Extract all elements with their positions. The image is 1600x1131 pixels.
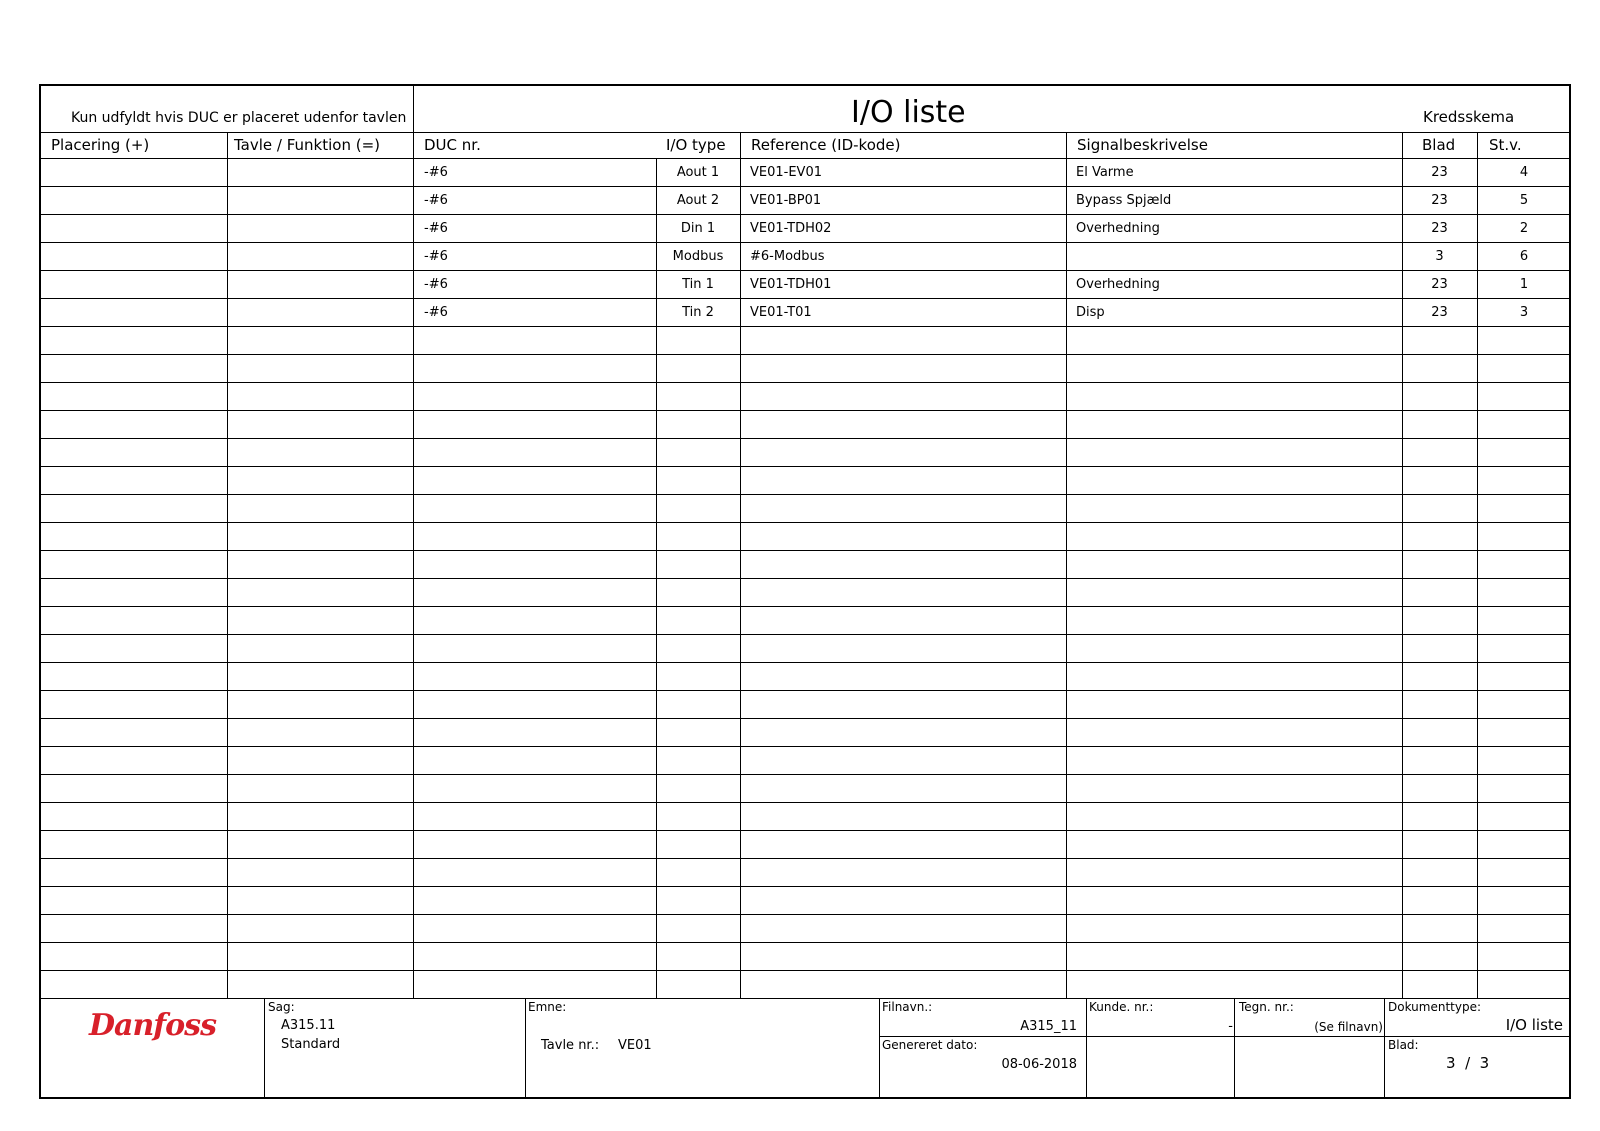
- doc-kind-label: Kredsskema: [1423, 108, 1515, 126]
- sag-value-2: Standard: [281, 1037, 341, 1052]
- table-row: [41, 214, 1571, 242]
- cell-blad: 23: [1431, 305, 1448, 320]
- cell-blad: 23: [1431, 277, 1448, 292]
- sag-value: A315.11: [281, 1018, 336, 1033]
- io-list-sheet: [39, 84, 1571, 1099]
- sag-label: Sag:: [268, 1000, 295, 1014]
- cell-reference: VE01-BP01: [750, 193, 822, 208]
- col-header-stv: St.v.: [1489, 136, 1522, 154]
- kunde-value: -: [1228, 1019, 1233, 1034]
- cell-duc: -#6: [424, 305, 448, 320]
- danfoss-logo: Danfoss: [89, 1008, 216, 1043]
- cell-blad: 23: [1431, 221, 1448, 236]
- tegn-value: (Se filnavn): [1314, 1020, 1383, 1034]
- cell-stv: 5: [1519, 193, 1529, 208]
- cell-reference: VE01-TDH01: [750, 277, 832, 292]
- cell-signal: Overhedning: [1076, 277, 1160, 292]
- col-header-placering: Placering (+): [51, 136, 150, 154]
- tavle-nr-label: Tavle nr.:: [541, 1038, 600, 1053]
- col-header-reference: Reference (ID-kode): [751, 136, 901, 154]
- dokumenttype-value: I/O liste: [1505, 1016, 1563, 1034]
- cell-io-type: Modbus: [672, 249, 724, 264]
- col-header-tavle: Tavle / Funktion (=): [234, 136, 381, 154]
- cell-signal: Overhedning: [1076, 221, 1160, 236]
- tavle-nr-value: VE01: [618, 1038, 652, 1053]
- tegn-label: Tegn. nr.:: [1239, 1000, 1294, 1014]
- cell-io-type: Tin 2: [682, 305, 714, 320]
- table-row: [41, 270, 1571, 298]
- cell-reference: VE01-EV01: [750, 165, 822, 180]
- filnavn-label: Filnavn.:: [882, 1000, 933, 1014]
- filnavn-value: A315_11: [1020, 1019, 1077, 1034]
- blad-label: Blad:: [1388, 1038, 1419, 1052]
- cell-duc: -#6: [424, 277, 448, 292]
- cell-reference: #6-Modbus: [750, 249, 825, 264]
- cell-duc: -#6: [424, 165, 448, 180]
- cell-blad: 23: [1431, 165, 1448, 180]
- genereret-value: 08-06-2018: [1001, 1057, 1077, 1072]
- table-row: [41, 186, 1571, 214]
- col-header-duc: DUC nr.: [424, 136, 481, 154]
- cell-stv: 1: [1519, 277, 1529, 292]
- cell-duc: -#6: [424, 193, 448, 208]
- cell-io-type: Aout 1: [676, 165, 720, 180]
- cell-stv: 2: [1519, 221, 1529, 236]
- header-note: Kun udfyldt hvis DUC er placeret udenfor tavlen: [71, 110, 407, 126]
- cell-signal: Disp: [1076, 305, 1105, 320]
- cell-blad: 23: [1431, 193, 1448, 208]
- cell-stv: 4: [1519, 165, 1529, 180]
- table-row: [41, 298, 1571, 326]
- cell-stv: 3: [1519, 305, 1529, 320]
- cell-stv: 6: [1519, 249, 1529, 264]
- cell-signal: Bypass Spjæld: [1076, 193, 1172, 208]
- cell-duc: -#6: [424, 249, 448, 264]
- emne-label: Emne:: [528, 1000, 567, 1014]
- kunde-label: Kunde. nr.:: [1089, 1000, 1154, 1014]
- col-header-blad: Blad: [1422, 136, 1456, 154]
- cell-signal: El Varme: [1076, 165, 1134, 180]
- col-header-signal: Signalbeskrivelse: [1077, 136, 1208, 154]
- table-row: [41, 242, 1571, 270]
- cell-reference: VE01-T01: [750, 305, 812, 320]
- cell-io-type: Din 1: [680, 221, 716, 236]
- cell-io-type: Tin 1: [682, 277, 714, 292]
- table-row: [41, 158, 1571, 186]
- cell-blad: 3: [1435, 249, 1444, 264]
- cell-io-type: Aout 2: [676, 193, 720, 208]
- blad-value: 3 / 3: [1446, 1054, 1490, 1072]
- col-header-io-type: I/O type: [666, 136, 726, 154]
- cell-duc: -#6: [424, 221, 448, 236]
- genereret-label: Genereret dato:: [882, 1038, 978, 1052]
- dokumenttype-label: Dokumenttype:: [1388, 1000, 1481, 1014]
- cell-reference: VE01-TDH02: [750, 221, 832, 236]
- page-title: I/O liste: [851, 95, 966, 130]
